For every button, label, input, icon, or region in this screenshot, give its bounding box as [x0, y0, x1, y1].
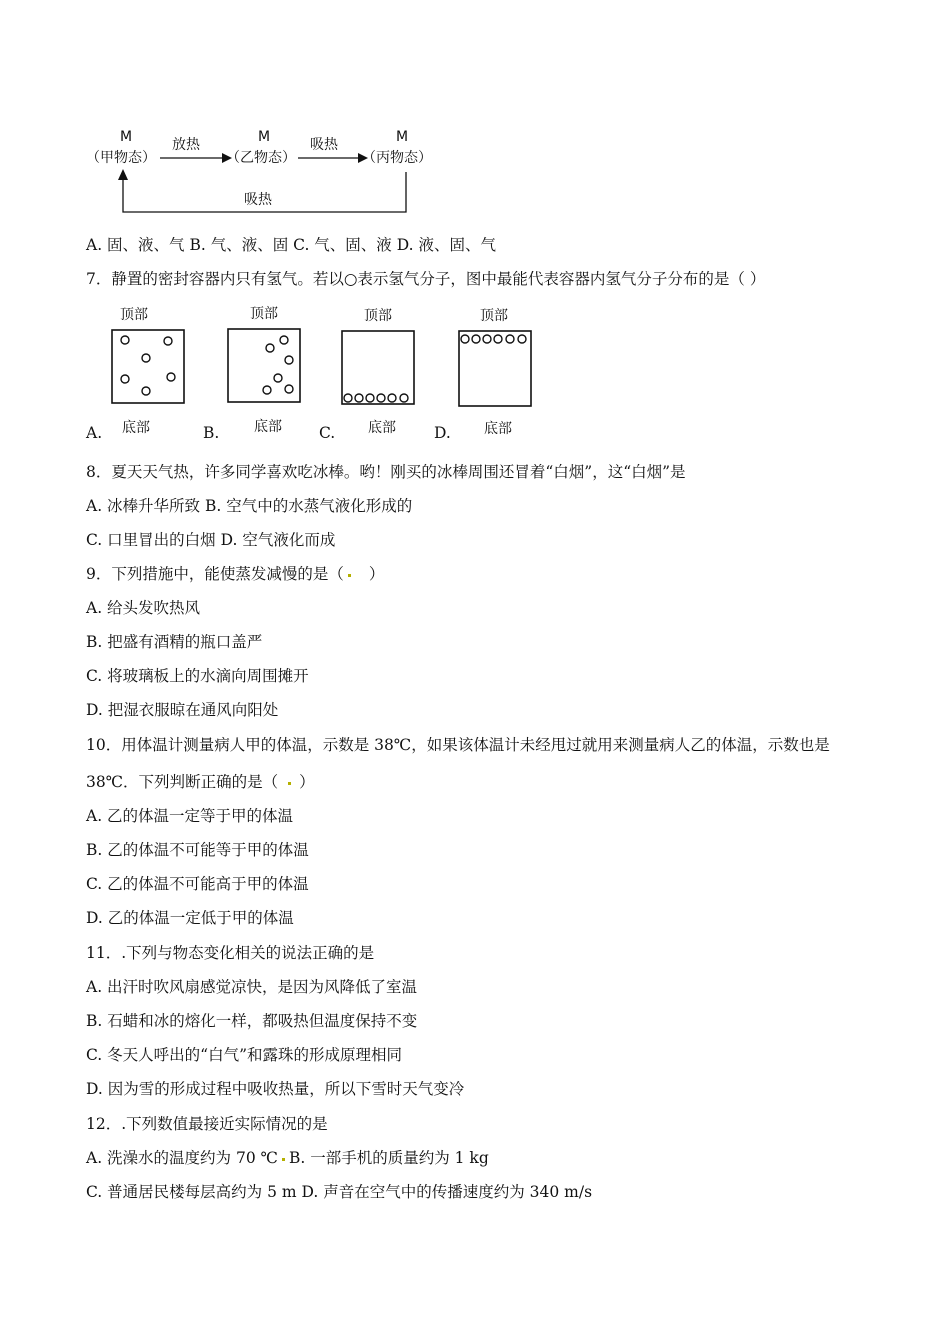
mark-dot — [288, 782, 291, 785]
m-label-c: M — [396, 129, 409, 145]
q10-option-c: C. 乙的体温不可能高于甲的体温 — [86, 875, 309, 893]
q8-stem: 8．夏天天气热，许多同学喜欢吃冰棒。哟！刚买的冰棒周围还冒着“白烟”，这“白烟”是 — [86, 463, 686, 481]
state-c-label: （丙物态） — [362, 150, 432, 166]
q11-option-c: C. 冬天人呼出的“白气”和露珠的形成原理相同 — [86, 1046, 403, 1064]
q10-stem-text: 38℃．下列判断正确的是（ — [86, 773, 279, 791]
q10-stem-close: ） — [299, 773, 315, 791]
option-d-letter: D. — [434, 424, 451, 442]
arrow2-label: 吸热 — [310, 137, 338, 153]
q9-option-a: A. 给头发吹热风 — [86, 599, 201, 617]
q11-option-b: B. 石蜡和冰的熔化一样，都吸热但温度保持不变 — [86, 1012, 418, 1030]
q10-stem-line2 — [86, 772, 315, 792]
q9-stem-text: 9．下列措施中，能使蒸发减慢的是（ — [86, 565, 344, 583]
q9-stem — [86, 564, 384, 584]
arrow3-label: 吸热 — [244, 192, 272, 208]
arrow1-label: 放热 — [172, 137, 200, 153]
option-a-letter: A. — [86, 424, 103, 442]
mark-dot — [282, 1158, 285, 1161]
q8-options-line2: C. 口里冒出的白烟 D. 空气液化而成 — [86, 531, 336, 549]
mark-dot — [348, 574, 351, 577]
box-d-top-label: 顶部 — [480, 308, 508, 324]
q12-option-b: B. 一部手机的质量约为 1 kg — [288, 1149, 489, 1167]
q9-stem-close: ） — [368, 565, 385, 583]
q10-option-d: D. 乙的体温一定低于甲的体温 — [86, 909, 294, 927]
q9-option-b: B. 把盛有酒精的瓶口盖严 — [86, 633, 263, 651]
q11-stem: 11．.下列与物态变化相关的说法正确的是 — [86, 944, 375, 962]
box-a-bottom-label: 底部 — [122, 420, 150, 436]
box-d-bottom-label: 底部 — [484, 421, 512, 437]
q12-options-line2: C. 普通居民楼每层高约为 5 m D. 声音在空气中的传播速度约为 340 m/s — [86, 1183, 593, 1201]
box-c-bottom-label: 底部 — [368, 420, 396, 436]
q10-option-b: B. 乙的体温不可能等于甲的体温 — [86, 841, 309, 859]
q12-options-line1 — [86, 1148, 489, 1168]
molecule-boxes — [0, 0, 950, 420]
option-c-letter: C. — [319, 424, 336, 442]
box-c-top-label: 顶部 — [364, 308, 392, 324]
q12-stem: 12．.下列数值最接近实际情况的是 — [86, 1115, 328, 1133]
state-a-label: （甲物态） — [86, 150, 156, 166]
q7-stem: 7．静置的密封容器内只有氢气。若以○表示氢气分子，图中最能代表容器内氢气分子分布的是（ ） — [86, 270, 766, 288]
q6-options: A. 固、液、气 B. 气、液、固 C. 气、固、液 D. 液、固、气 — [86, 236, 496, 254]
m-label-b: M — [258, 129, 271, 145]
state-b-label: （乙物态） — [226, 150, 296, 166]
q11-option-a: A. 出汗时吹风扇感觉凉快，是因为风降低了室温 — [86, 978, 418, 996]
q9-option-d: D. 把湿衣服晾在通风向阳处 — [86, 701, 279, 719]
q12-option-a: A. 洗澡水的温度约为 70 ℃ — [86, 1149, 278, 1167]
q10-stem-line1: 10．用体温计测量病人甲的体温，示数是 38℃，如果该体温计未经甩过就用来测量病人乙的体温，示数也是 — [86, 736, 830, 754]
option-b-letter: B. — [203, 424, 220, 442]
box-b-top-label: 顶部 — [250, 306, 278, 322]
q9-option-c: C. 将玻璃板上的水滴向周围摊开 — [86, 667, 309, 685]
box-a-top-label: 顶部 — [120, 307, 148, 323]
box-b-bottom-label: 底部 — [254, 419, 282, 435]
q11-option-d: D. 因为雪的形成过程中吸收热量，所以下雪时天气变冷 — [86, 1080, 465, 1098]
q10-option-a: A. 乙的体温一定等于甲的体温 — [86, 807, 294, 825]
m-label-a: M — [120, 129, 133, 145]
q8-options-line1: A. 冰棒升华所致 B. 空气中的水蒸气液化形成的 — [86, 497, 413, 515]
